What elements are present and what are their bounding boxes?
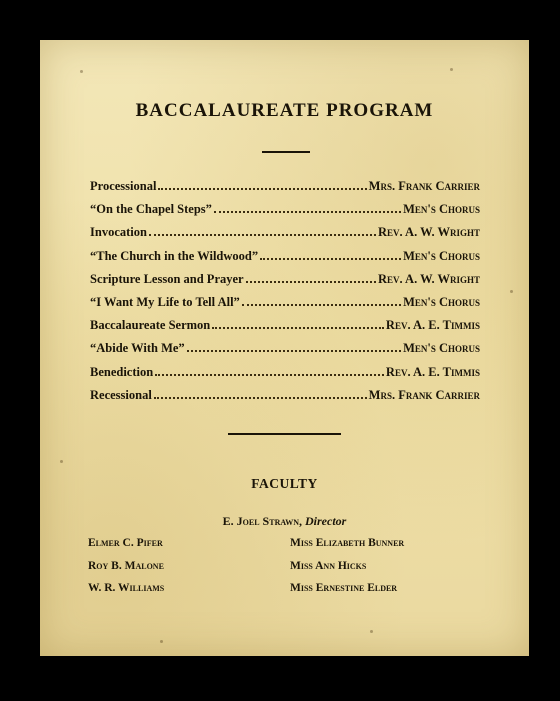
faculty-director — [40, 514, 529, 529]
faculty-left-column — [88, 537, 164, 605]
program-performer: Men's Chorus — [403, 341, 480, 356]
dot-leader — [155, 364, 384, 376]
program-row — [90, 248, 480, 271]
program-item: Baccalaureate Sermon — [90, 318, 211, 333]
program-row — [90, 317, 480, 340]
program-item: Scripture Lesson and Prayer — [90, 271, 244, 286]
program-performer: Rev. A. E. Timmis — [385, 364, 480, 379]
faculty-member: Roy B. Malone — [88, 559, 164, 572]
program-performer: Rev. A. E. Timmis — [385, 318, 480, 333]
faculty-right-column — [290, 537, 404, 605]
program-item: Recessional — [90, 387, 152, 402]
program-paper — [40, 40, 529, 656]
paper-speck — [450, 68, 453, 71]
program-item: Invocation — [90, 225, 147, 240]
program-item: “Abide With Me” — [90, 341, 185, 356]
section-divider — [228, 433, 341, 435]
program-row — [90, 294, 480, 317]
program-item: “On the Chapel Steps” — [90, 202, 212, 217]
faculty-member: Elmer C. Pifer — [88, 537, 163, 549]
program-performer: Mrs. Frank Carrier — [368, 179, 480, 193]
program-row — [90, 387, 480, 410]
dot-leader — [260, 248, 401, 260]
paper-speck — [160, 640, 163, 643]
director-title: Director — [305, 514, 347, 528]
paper-speck — [60, 460, 63, 463]
program-item: Processional — [90, 179, 157, 193]
dot-leader — [154, 387, 367, 399]
program-row — [90, 340, 480, 363]
title-divider — [262, 151, 310, 153]
paper-speck — [370, 630, 373, 633]
program-list — [90, 178, 480, 410]
program-item: “I Want My Life to Tell All” — [90, 294, 240, 309]
program-item: “The Church in the Wildwood” — [90, 248, 259, 263]
dot-leader — [158, 178, 366, 190]
dot-leader — [242, 294, 401, 306]
program-performer: Men's Chorus — [403, 294, 480, 309]
program-item: Benediction — [90, 364, 154, 379]
program-title: BACCALAUREATE PROGRAM — [135, 100, 434, 121]
faculty-member: Miss Ann Hicks — [290, 559, 367, 572]
dot-leader — [212, 317, 384, 329]
dot-leader — [187, 340, 401, 352]
program-performer: Men's Chorus — [403, 248, 480, 263]
program-row — [90, 224, 480, 247]
paper-speck — [510, 290, 513, 293]
dot-leader — [214, 201, 401, 213]
director-name: E. Joel Strawn, — [222, 514, 303, 528]
program-row — [90, 178, 480, 201]
faculty-member: W. R. Williams — [88, 582, 165, 594]
program-performer: Mrs. Frank Carrier — [368, 387, 480, 402]
program-performer: Rev. A. W. Wright — [377, 225, 480, 240]
program-performer: Rev. A. W. Wright — [377, 271, 480, 286]
paper-speck — [80, 70, 83, 73]
program-row — [90, 364, 480, 387]
program-performer: Men's Chorus — [403, 202, 480, 217]
faculty-heading: FACULTY — [251, 476, 318, 491]
faculty-member: Miss Elizabeth Bunner — [290, 537, 405, 549]
program-row — [90, 201, 480, 224]
program-row — [90, 271, 480, 294]
dot-leader — [149, 224, 376, 236]
dot-leader — [246, 271, 376, 283]
faculty-member: Miss Ernestine Elder — [290, 582, 398, 594]
